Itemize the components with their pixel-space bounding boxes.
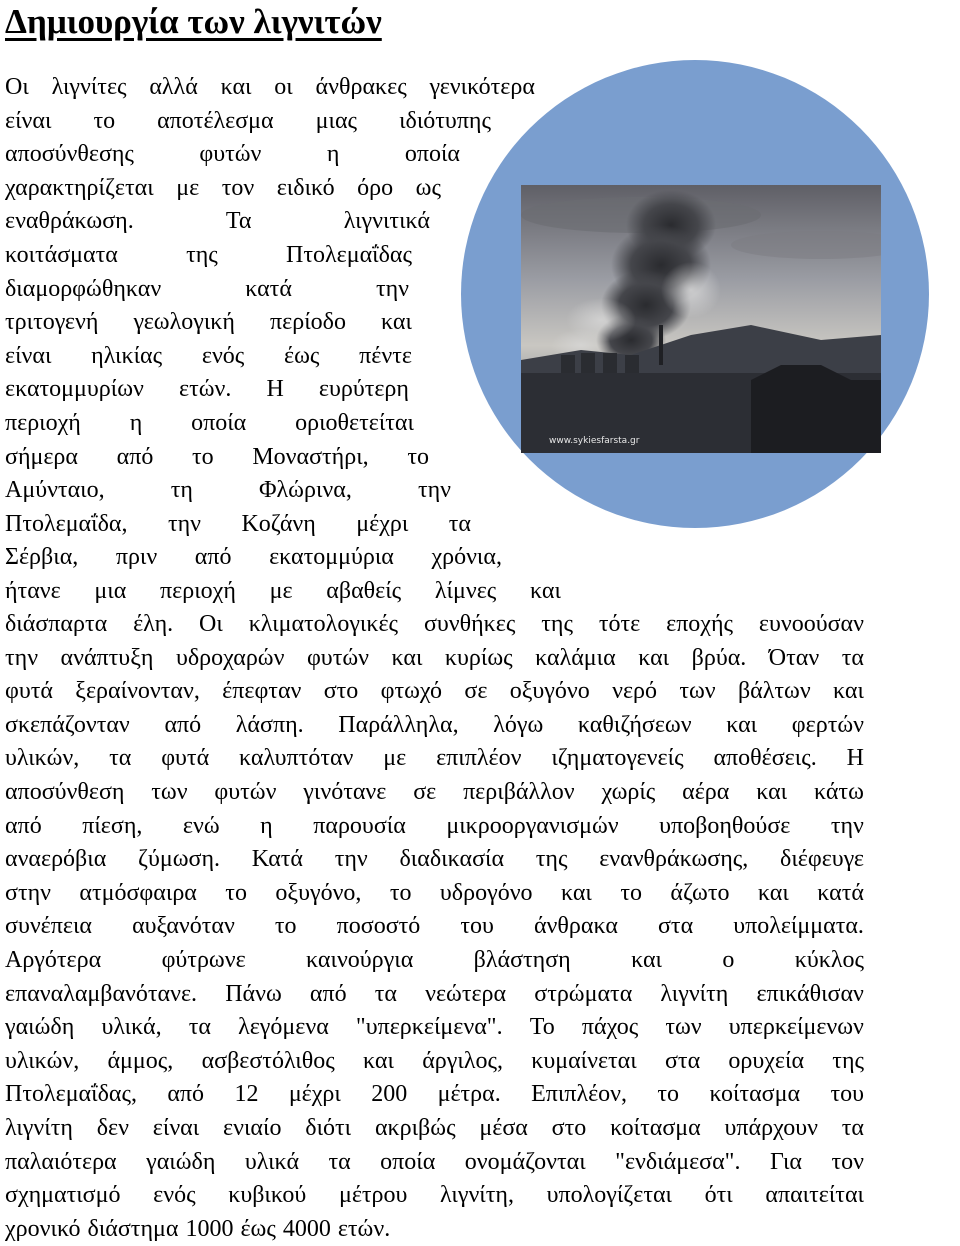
- word: Το: [529, 1014, 555, 1041]
- word: ιζηματογενείς: [551, 745, 684, 772]
- word: με: [269, 577, 293, 604]
- word: Μοναστήρι,: [252, 443, 369, 470]
- word: φτωχό: [380, 678, 443, 705]
- word: κάτω: [813, 778, 864, 805]
- word: από: [194, 544, 232, 571]
- word: τα: [448, 510, 471, 537]
- word: 1000: [185, 1215, 234, 1242]
- word: επαναλαμβανότανε.: [5, 980, 198, 1007]
- word: "υπερκείμενα".: [355, 1014, 503, 1041]
- word: λιγνίτη,: [440, 1182, 514, 1209]
- word: χαρακτηρίζεται: [5, 174, 154, 201]
- word: στο: [551, 1114, 587, 1141]
- word: λίμνες: [434, 577, 497, 604]
- word: ήτανε: [5, 577, 61, 604]
- word: και: [638, 644, 670, 671]
- word: λόγω: [493, 711, 544, 738]
- text-line: [5, 205, 430, 239]
- word: άζωτο: [670, 879, 730, 906]
- word: διέφευγε: [780, 846, 864, 873]
- word: διότι: [305, 1114, 352, 1141]
- word: περιβάλλον: [463, 778, 575, 805]
- word: τα: [841, 1114, 864, 1141]
- word: ενιαίο: [223, 1114, 282, 1141]
- word: ο: [722, 946, 735, 973]
- word: μέχρι: [288, 1081, 341, 1108]
- word: ονομάζονται: [464, 1148, 586, 1175]
- word: το: [225, 879, 247, 906]
- word: οποία: [404, 141, 460, 168]
- word: άμμος,: [107, 1047, 174, 1074]
- word: 200: [371, 1081, 408, 1108]
- word: καθιζήσεων: [577, 711, 692, 738]
- word: οριοθετείται: [295, 409, 414, 436]
- word: επικάθισαν: [756, 980, 864, 1007]
- word: άργιλος,: [422, 1047, 503, 1074]
- paragraph-full-width-text: [5, 608, 864, 1246]
- word: μέτρα.: [437, 1081, 501, 1108]
- word: κατά: [245, 275, 292, 302]
- word: αέρα: [682, 778, 730, 805]
- word: τη: [170, 477, 193, 504]
- word: ιδιότυπης: [399, 107, 491, 134]
- paragraph-wrapped-text: [5, 71, 561, 609]
- word: παρουσία: [313, 812, 406, 839]
- word: δεν: [96, 1114, 129, 1141]
- word: ευρύτερη: [318, 376, 409, 403]
- word: φυτά: [161, 745, 210, 772]
- word: ζύμωση.: [138, 846, 221, 873]
- word: της: [186, 241, 218, 268]
- word: ξεραίνονταν,: [75, 678, 200, 705]
- word: στην: [5, 879, 51, 906]
- text-line: [5, 877, 864, 911]
- word: σχηματισμό: [5, 1182, 121, 1209]
- text-line: [5, 575, 561, 609]
- word: του: [830, 1081, 864, 1108]
- word: είναι: [5, 342, 52, 369]
- word: υποβοηθούσε: [659, 812, 791, 839]
- word: λιγνίτες: [51, 74, 127, 100]
- word: και: [530, 577, 561, 604]
- word: υπολείμματα.: [733, 913, 864, 940]
- word: με: [176, 174, 200, 201]
- text-line: [5, 508, 471, 542]
- word: της: [535, 846, 568, 873]
- word: φύτρωνε: [161, 946, 246, 973]
- word: εποχής: [666, 611, 734, 637]
- text-line: [5, 71, 535, 105]
- word: λεγόμενα: [238, 1014, 329, 1041]
- word: το: [407, 443, 429, 470]
- word: φυτών: [214, 778, 277, 805]
- word: μέσα: [479, 1114, 528, 1141]
- word: επιπλέον: [436, 745, 522, 772]
- word: από: [309, 980, 347, 1007]
- word: φυτών: [306, 644, 369, 671]
- photo-watermark: www.sykiesfarsta.gr: [549, 436, 640, 446]
- text-line: [5, 810, 864, 844]
- word: χρόνια,: [431, 544, 502, 571]
- word: Όταν: [768, 644, 820, 671]
- text-line: [5, 675, 864, 709]
- word: των: [679, 678, 716, 705]
- word: στρώματα: [534, 980, 633, 1007]
- word: στο: [323, 678, 359, 705]
- word: Παράλληλα,: [338, 711, 459, 738]
- word: τα: [328, 1148, 351, 1175]
- word: των: [151, 778, 188, 805]
- word: ευνοούσαν: [758, 611, 864, 637]
- word: έως: [240, 1215, 276, 1242]
- word: Οι: [199, 611, 223, 637]
- word: αναερόβια: [5, 846, 107, 873]
- word: ενώ: [182, 812, 220, 839]
- word: και: [560, 879, 592, 906]
- word: αποσύνθεση: [5, 778, 125, 805]
- text-line: [5, 306, 412, 340]
- word: και: [631, 946, 663, 973]
- word: από: [116, 443, 154, 470]
- word: διάσπαρτα: [5, 611, 108, 637]
- text-line: [5, 138, 460, 172]
- word: έπεφταν: [222, 678, 302, 705]
- word: έως: [284, 342, 320, 369]
- word: άνθρακες: [315, 74, 407, 100]
- word: την: [375, 275, 409, 302]
- word: την: [417, 477, 451, 504]
- text-line: [5, 1213, 864, 1246]
- word: ποσοστό: [336, 913, 421, 940]
- text-line: [5, 273, 409, 307]
- word: φυτά: [5, 678, 53, 705]
- word: νεώτερα: [425, 980, 507, 1007]
- word: κλιματολογικές: [248, 611, 399, 637]
- word: την: [334, 846, 368, 873]
- word: περίοδο: [270, 309, 346, 336]
- word: καλυπτόταν: [239, 745, 354, 772]
- word: και: [363, 1047, 394, 1074]
- word: στα: [664, 1047, 701, 1074]
- word: ενανθράκωσης,: [599, 846, 749, 873]
- word: είναι: [152, 1114, 200, 1141]
- word: διαδικασία: [399, 846, 505, 873]
- text-line: [5, 642, 864, 676]
- word: Οι: [5, 74, 29, 100]
- word: της: [541, 611, 573, 637]
- word: η: [326, 141, 340, 168]
- word: αποθέσεις.: [713, 745, 817, 772]
- word: συνθήκες: [423, 611, 516, 637]
- power-plant-photo: [521, 185, 881, 453]
- word: κοίτασμα: [610, 1114, 701, 1141]
- word: και: [757, 879, 789, 906]
- word: και: [220, 74, 252, 100]
- word: ατμόσφαιρα: [79, 879, 197, 906]
- text-line: [5, 978, 864, 1012]
- word: υλικά: [244, 1148, 300, 1175]
- word: ετών.: [337, 1215, 391, 1242]
- word: των: [665, 1014, 702, 1041]
- word: το: [192, 443, 214, 470]
- text-line: [5, 1112, 864, 1146]
- word: εναθράκωση.: [5, 208, 134, 235]
- word: λιγνιτικά: [343, 208, 430, 235]
- word: τα: [109, 745, 132, 772]
- text-line: [5, 373, 409, 407]
- word: πάχος: [581, 1014, 639, 1041]
- word: φερτών: [791, 711, 864, 738]
- word: βρύα.: [691, 644, 747, 671]
- word: γενικότερα: [429, 74, 535, 100]
- word: και: [756, 778, 788, 805]
- word: Τα: [225, 208, 252, 235]
- word: υλικά,: [101, 1014, 162, 1041]
- word: και: [381, 309, 412, 336]
- word: ενός: [153, 1182, 196, 1209]
- word: "ενδιάμεσα".: [615, 1148, 741, 1175]
- word: την: [830, 812, 864, 839]
- word: γαιώδη: [146, 1148, 216, 1175]
- word: Κατά: [251, 846, 303, 873]
- word: σε: [413, 778, 437, 805]
- text-line: [5, 541, 502, 575]
- word: από: [167, 1081, 205, 1108]
- text-line: [5, 709, 864, 743]
- word: Πτολεμαΐδα,: [5, 510, 128, 537]
- word: κύκλος: [794, 946, 864, 973]
- word: μια: [94, 577, 127, 604]
- word: κοιτάσματα: [5, 241, 118, 268]
- word: και: [391, 644, 423, 671]
- text-line: [5, 776, 864, 810]
- word: εκατομμύρια: [269, 544, 394, 571]
- text-line: [5, 843, 864, 877]
- word: Η: [846, 745, 864, 772]
- word: κατά: [817, 879, 864, 906]
- word: Επιπλέον,: [531, 1081, 628, 1108]
- text-line: [5, 1011, 864, 1045]
- word: συνέπεια: [5, 913, 92, 940]
- word: περιοχή: [160, 577, 236, 604]
- word: με: [383, 745, 407, 772]
- word: από: [5, 812, 42, 839]
- word: Αμύνταιο,: [5, 477, 105, 504]
- word: Σέρβια,: [5, 544, 79, 571]
- word: τότε: [598, 611, 641, 637]
- word: όρο: [357, 174, 394, 201]
- word: αποσύνθεσης: [5, 141, 134, 168]
- word: εκατομμυρίων: [5, 376, 144, 403]
- word: αυξανόταν: [132, 913, 235, 940]
- word: τα: [841, 644, 864, 671]
- word: πέντε: [359, 342, 412, 369]
- word: υλικών,: [5, 1047, 80, 1074]
- word: βάλτων: [737, 678, 811, 705]
- word: είναι: [5, 107, 52, 134]
- text-line: [5, 1045, 864, 1079]
- word: Η: [266, 376, 284, 403]
- text-line: [5, 474, 451, 508]
- word: πριν: [115, 544, 158, 571]
- word: τα: [188, 1014, 211, 1041]
- word: ηλικίας: [91, 342, 163, 369]
- word: υδροχαρών: [175, 644, 285, 671]
- word: ακριβώς: [374, 1114, 456, 1141]
- text-line: [5, 105, 491, 139]
- word: παλαιότερα: [5, 1148, 117, 1175]
- word: καινούργια: [306, 946, 414, 973]
- text-line: [5, 1078, 864, 1112]
- word: κυβικού: [228, 1182, 307, 1209]
- word: το: [620, 879, 642, 906]
- word: οι: [274, 74, 293, 100]
- page-title: Δημιουργία των λιγνιτών: [5, 2, 382, 41]
- word: πίεση,: [82, 812, 143, 839]
- word: σκεπάζονταν: [5, 711, 130, 738]
- word: του: [460, 913, 494, 940]
- word: χρονικό: [5, 1215, 81, 1242]
- word: κυμαίνεται: [531, 1047, 637, 1074]
- word: λάσπη.: [235, 711, 304, 738]
- word: και: [726, 711, 758, 738]
- word: λιγνίτη: [5, 1114, 73, 1141]
- word: απαιτείται: [765, 1182, 864, 1209]
- text-line: [5, 1179, 864, 1213]
- word: αποτέλεσμα: [157, 107, 274, 134]
- word: χωρίς: [601, 778, 656, 805]
- word: έλη.: [133, 611, 174, 637]
- word: υπερκείμενων: [728, 1014, 864, 1041]
- word: Κοζάνη: [241, 510, 316, 537]
- word: λιγνίτη: [660, 980, 729, 1007]
- word: μέχρι: [356, 510, 409, 537]
- word: άνθρακα: [533, 913, 618, 940]
- word: κοίτασμα: [709, 1081, 801, 1108]
- text-line: [5, 407, 414, 441]
- word: σε: [464, 678, 488, 705]
- word: καλάμια: [535, 644, 616, 671]
- text-line: [5, 608, 864, 642]
- word: το: [657, 1081, 680, 1108]
- word: σήμερα: [5, 443, 78, 470]
- word: από: [164, 711, 202, 738]
- text-line: [5, 944, 864, 978]
- word: γαιώδη: [5, 1014, 75, 1041]
- word: ανάπτυξη: [60, 644, 154, 671]
- word: βλάστηση: [473, 946, 571, 973]
- word: Πάνω: [225, 980, 282, 1007]
- word: Φλώρινα,: [259, 477, 352, 504]
- word: τον: [831, 1148, 864, 1175]
- word: γινότανε: [303, 778, 387, 805]
- word: αβαθείς: [326, 577, 402, 604]
- word: ως: [415, 174, 441, 201]
- word: και: [833, 678, 864, 705]
- word: 4000: [282, 1215, 331, 1242]
- word: μικροοργανισμών: [446, 812, 619, 839]
- word: μέτρου: [338, 1182, 408, 1209]
- word: το: [389, 879, 412, 906]
- word: Για: [769, 1148, 802, 1175]
- word: γεωλογική: [133, 309, 235, 336]
- word: κυρίως: [444, 644, 513, 671]
- word: η: [129, 409, 143, 436]
- word: ορυχεία: [728, 1047, 805, 1074]
- word: στα: [657, 913, 694, 940]
- word: οξυγόνο,: [275, 879, 362, 906]
- word: Πτολεμαΐδας: [286, 241, 412, 268]
- word: Πτολεμαΐδας,: [5, 1081, 137, 1108]
- word: το: [274, 913, 297, 940]
- word: υλικών,: [5, 745, 80, 772]
- word: οποία: [380, 1148, 436, 1175]
- word: της: [832, 1047, 864, 1074]
- word: το: [93, 107, 116, 134]
- word: φυτών: [199, 141, 262, 168]
- word: η: [260, 812, 273, 839]
- text-line: [5, 340, 412, 374]
- word: υπολογίζεται: [546, 1182, 672, 1209]
- word: ειδικό: [276, 174, 335, 201]
- word: μιας: [315, 107, 358, 134]
- text-line: [5, 1146, 864, 1180]
- word: διάστημα: [87, 1215, 179, 1242]
- word: τον: [221, 174, 255, 201]
- word: τριτογενή: [5, 309, 99, 336]
- word: νερό: [612, 678, 657, 705]
- word: περιοχή: [5, 409, 81, 436]
- word: οξυγόνο: [509, 678, 590, 705]
- word: υδρογόνο: [439, 879, 533, 906]
- word: αλλά: [149, 74, 198, 100]
- word: οποία: [191, 409, 247, 436]
- word: διαμορφώθηκαν: [5, 275, 162, 302]
- word: τα: [374, 980, 397, 1007]
- word: την: [167, 510, 201, 537]
- word: ότι: [704, 1182, 733, 1209]
- text-line: [5, 172, 441, 206]
- text-line: [5, 910, 864, 944]
- word: ασβεστόλιθος: [201, 1047, 335, 1074]
- text-line: [5, 742, 864, 776]
- word: Αργότερα: [5, 946, 102, 973]
- power-plant-smoke-image: [521, 185, 881, 453]
- word: ετών.: [178, 376, 232, 403]
- text-line: [5, 441, 429, 475]
- text-line: [5, 239, 412, 273]
- word: την: [5, 644, 39, 671]
- word: 12: [234, 1081, 259, 1108]
- word: υπάρχουν: [724, 1114, 818, 1141]
- word: ενός: [201, 342, 245, 369]
